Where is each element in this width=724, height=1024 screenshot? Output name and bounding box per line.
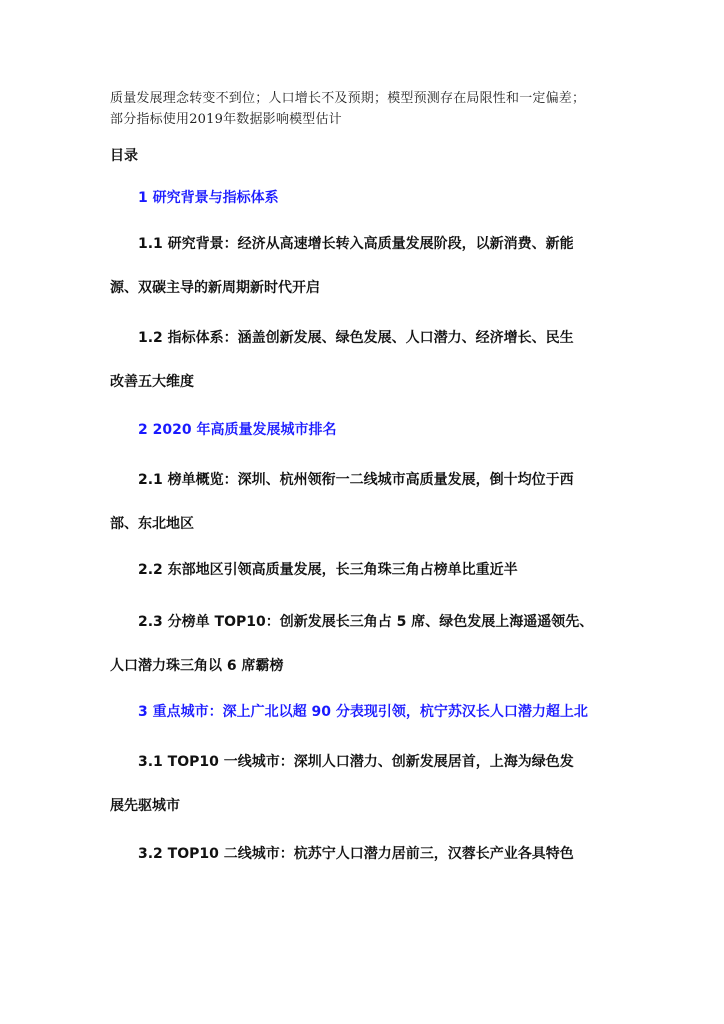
toc-subsection-2-3[interactable]: [110, 600, 593, 688]
toc-subsection-2-1[interactable]: [110, 458, 574, 546]
toc-heading: 目录: [110, 148, 138, 164]
toc-entry-line: 改善五大维度: [110, 374, 194, 390]
toc-subsection-1-1[interactable]: [110, 222, 574, 310]
toc-entry-line: 1.1 研究背景：经济从高速增长转入高质量发展阶段，以新消费、新能: [138, 236, 574, 252]
toc-entry-line: 2.2 东部地区引领高质量发展，长三角珠三角占榜单比重近半: [138, 562, 518, 578]
toc-entry-line: 3.1 TOP10 一线城市：深圳人口潜力、创新发展居首，上海为绿色发: [138, 754, 574, 770]
toc-entry-line: 2.3 分榜单 TOP10：创新发展长三角占 5 席、绿色发展上海遥遥领先、: [138, 614, 594, 630]
toc-entry-line: 2 2020 年高质量发展城市排名: [138, 422, 337, 438]
toc-entry-line: 展先驱城市: [110, 798, 180, 814]
intro-line-1: 质量发展理念转变不到位；人口增长不及预期；模型预测存在局限性和一定偏差；: [110, 91, 586, 106]
intro-line-2: 部分指标使用2019年数据影响模型估计: [110, 112, 342, 127]
toc-section-1[interactable]: [138, 176, 279, 220]
toc-entry-line: 源、双碳主导的新周期新时代开启: [110, 280, 320, 296]
toc-entry-line: 1.2 指标体系：涵盖创新发展、绿色发展、人口潜力、经济增长、民生: [138, 330, 574, 346]
toc-subsection-1-2[interactable]: [110, 316, 574, 404]
toc-entry-line: 1 研究背景与指标体系: [138, 190, 279, 206]
toc-section-2[interactable]: [138, 408, 336, 452]
toc-entry-line: 3 重点城市：深上广北以超 90 分表现引领，杭宁苏汉长人口潜力超上北: [138, 704, 588, 720]
toc-entry-line: 3.2 TOP10 二线城市：杭苏宁人口潜力居前三，汉蓉长产业各具特色: [138, 846, 574, 862]
toc-entry-line: 2.1 榜单概览：深圳、杭州领衔一二线城市高质量发展，倒十均位于西: [138, 472, 574, 488]
toc-subsection-2-2[interactable]: [110, 548, 518, 592]
toc-entry-line: 人口潜力珠三角以 6 席霸榜: [110, 658, 284, 674]
toc-section-3[interactable]: [138, 690, 588, 734]
toc-subsection-3-2[interactable]: [110, 832, 574, 876]
intro-paragraph: [110, 88, 630, 130]
toc-entry-line: 部、东北地区: [110, 516, 194, 532]
toc-subsection-3-1[interactable]: [110, 740, 574, 828]
